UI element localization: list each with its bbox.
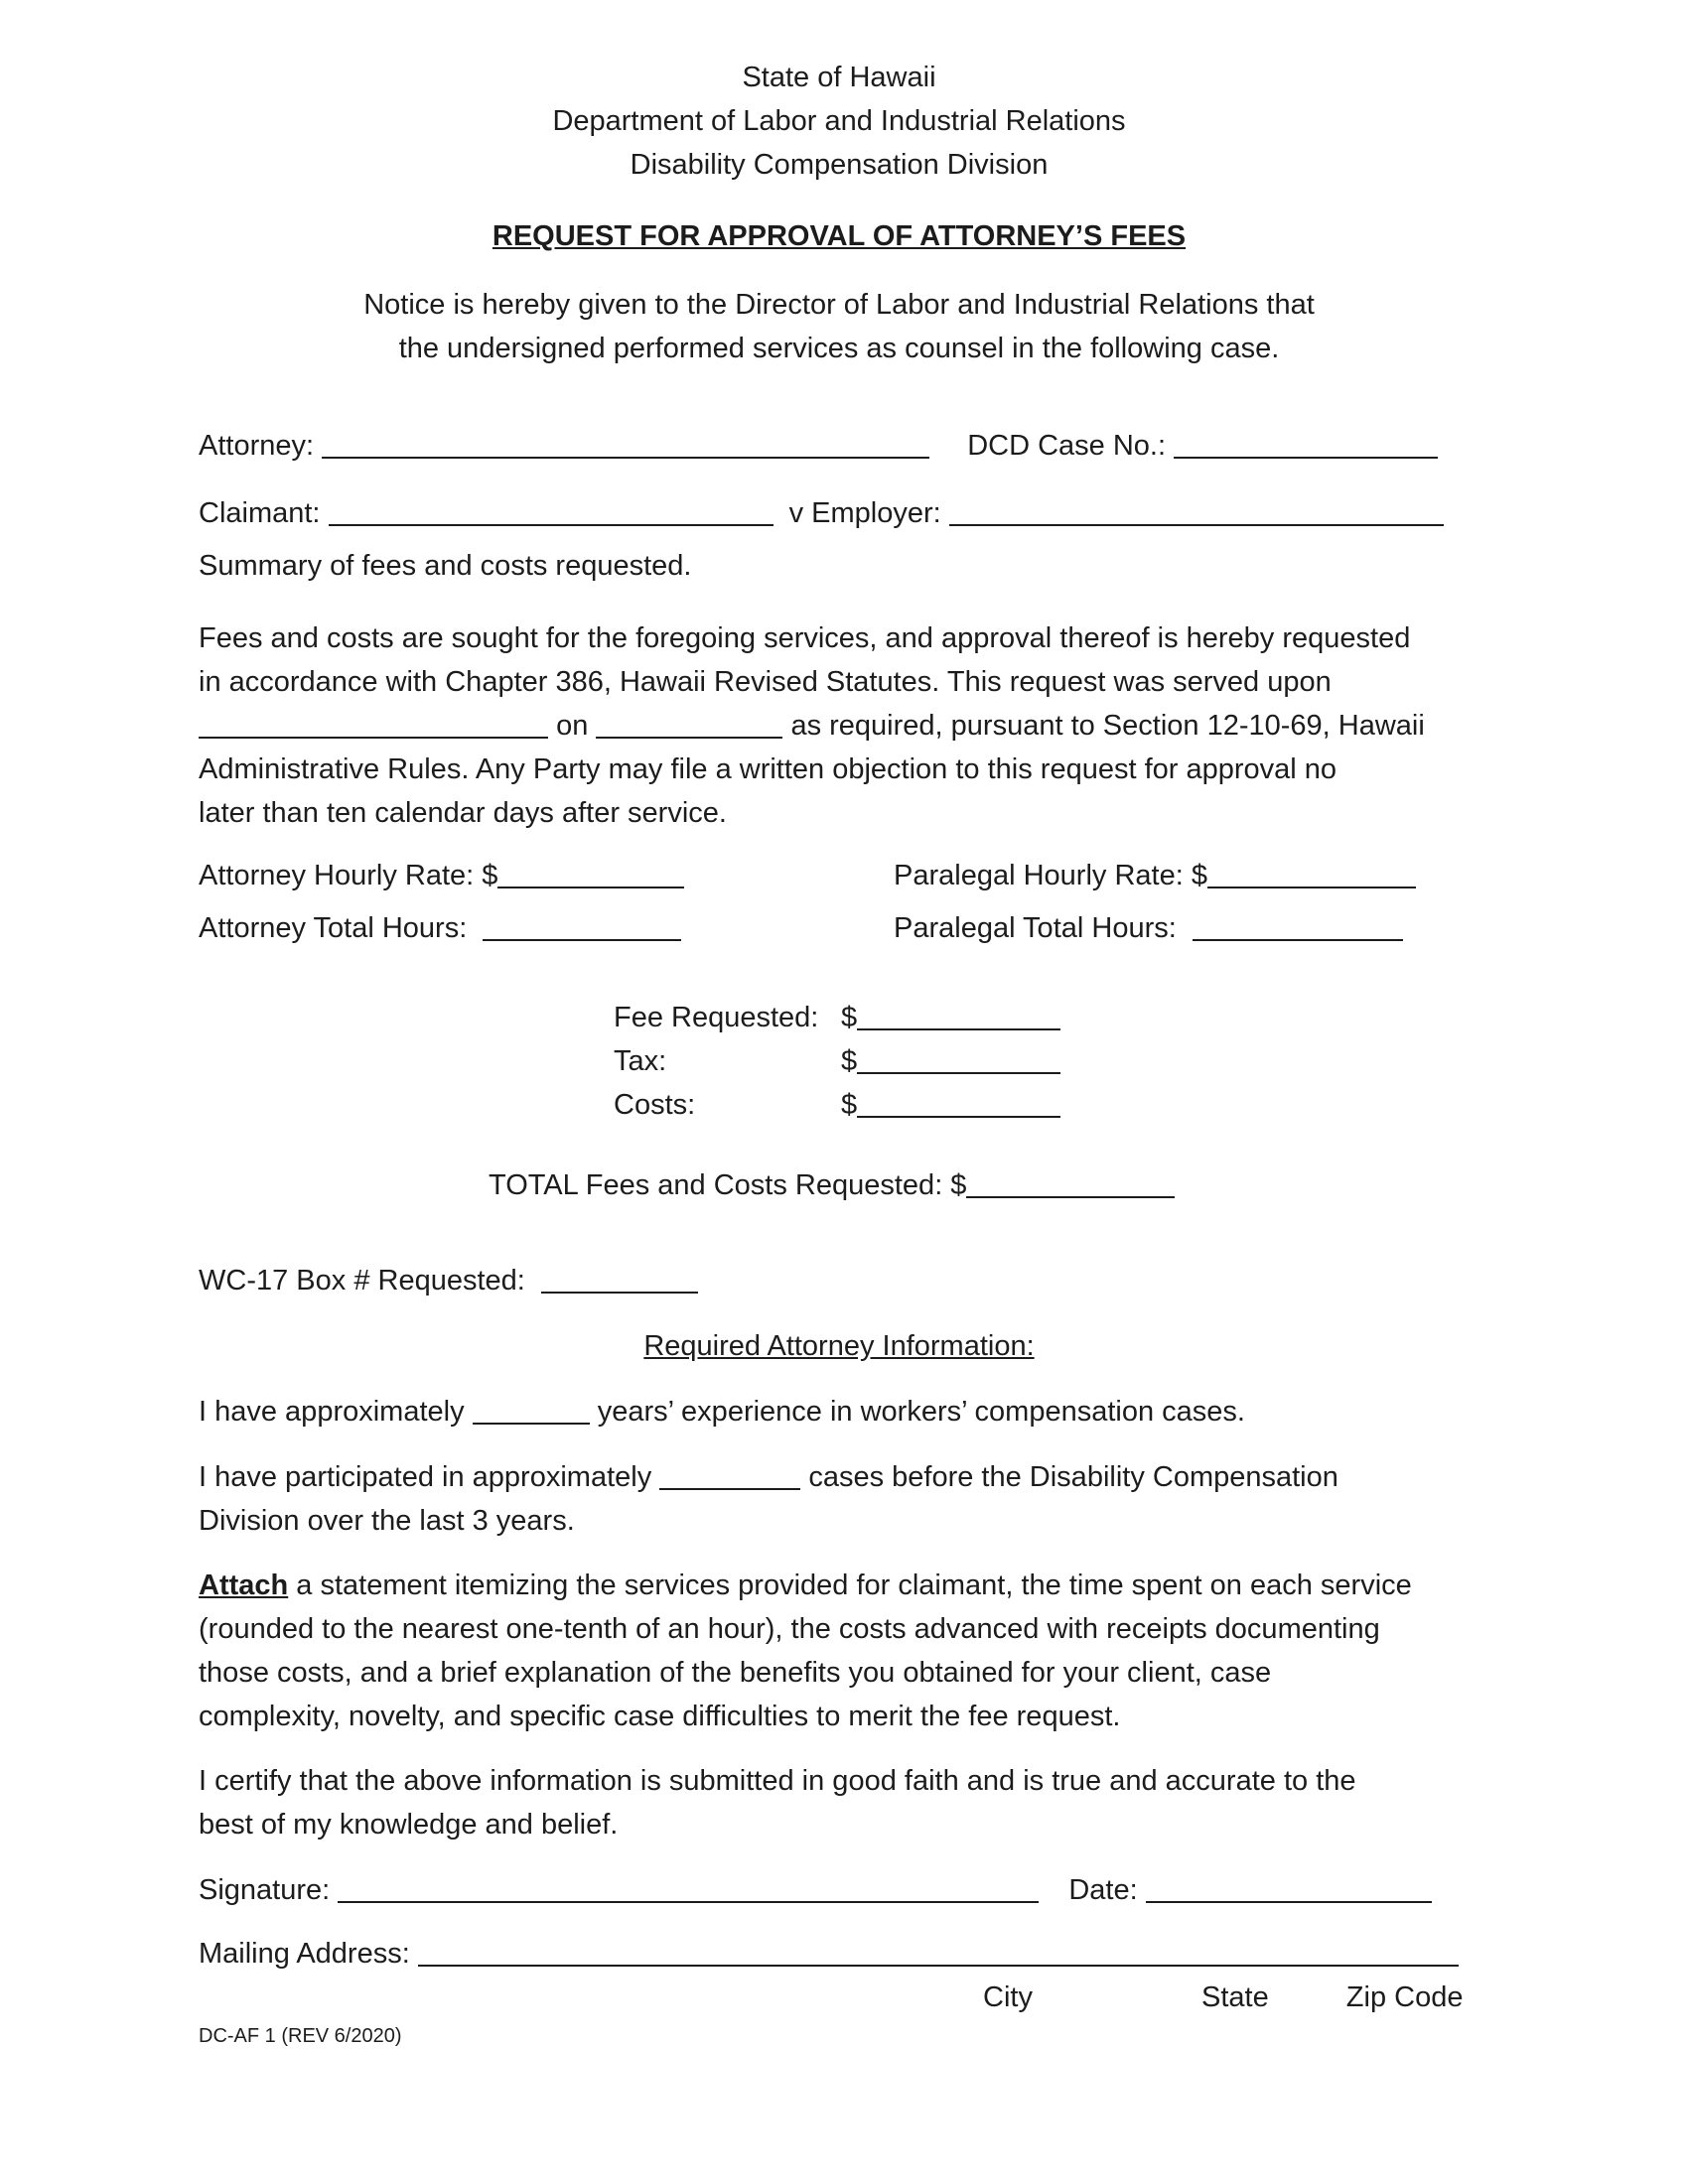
served-line-4: Administrative Rules. Any Party may file a written objection to this request for approval no (199, 753, 1337, 785)
tax-dollar-sign: $ (841, 1045, 858, 1077)
date-blank[interactable] (1146, 1871, 1432, 1903)
participated-text-before: I have participated in approximately (199, 1461, 652, 1493)
agency-state: State of Hawaii (742, 62, 936, 93)
claimant-label: Claimant: (199, 497, 321, 529)
summary-text: Summary of fees and costs requested. (199, 550, 692, 582)
paralegal-hours-label: Paralegal Total Hours: (894, 912, 1177, 944)
agency-department: Department of Labor and Industrial Relations (552, 105, 1126, 137)
employer-label: v Employer: (788, 497, 941, 529)
mailing-address-label: Mailing Address: (199, 1938, 410, 1970)
experience-text-after: years’ experience in workers’ compensation cases. (597, 1396, 1245, 1428)
served-line-2: in accordance with Chapter 386, Hawaii Revised Statutes. This request was served upon (199, 666, 1332, 698)
total-hours-row (199, 906, 1479, 950)
attorney-case-row (199, 424, 1479, 468)
attorney-hours-label: Attorney Total Hours: (199, 912, 468, 944)
certify-paragraph (199, 1759, 1479, 1846)
notice-paragraph (199, 283, 1479, 370)
hourly-rate-row (199, 854, 1479, 897)
dcd-case-blank[interactable] (1174, 427, 1438, 459)
agency-header (199, 56, 1479, 187)
attorney-hours-blank[interactable] (483, 909, 681, 941)
participated-text-after: cases before the Disability Compensation (808, 1461, 1338, 1493)
total-blank[interactable] (966, 1166, 1175, 1198)
mailing-address-blank[interactable] (418, 1935, 1459, 1967)
participated-cases-blank[interactable] (659, 1458, 800, 1490)
participated-line-1 (199, 1455, 1479, 1499)
certify-line-1: I certify that the above information is submitted in good faith and is true and accurate to the (199, 1765, 1356, 1797)
attach-line-2: (rounded to the nearest one-tenth of an hour), the costs advanced with receipts documenting (199, 1613, 1380, 1645)
costs-row (614, 1083, 1479, 1127)
attorney-name-blank[interactable] (322, 427, 929, 459)
form-title: REQUEST FOR APPROVAL OF ATTORNEY’S FEES (492, 220, 1187, 252)
address-sublabels-row (199, 1976, 1479, 2019)
wc17-row (199, 1259, 1479, 1302)
total-label: TOTAL Fees and Costs Requested: $ (489, 1169, 967, 1201)
claimant-blank[interactable] (329, 494, 774, 526)
served-paragraph (199, 616, 1479, 835)
served-date-blank[interactable] (596, 707, 782, 739)
paralegal-rate-label: Paralegal Hourly Rate: $ (894, 860, 1207, 891)
attach-word: Attach (199, 1570, 289, 1601)
served-on-text: on (556, 710, 589, 742)
required-info-heading: Required Attorney Information: (643, 1330, 1035, 1362)
served-line-3-end: as required, pursuant to Section 12-10-69, Hawaii (790, 710, 1425, 742)
attorney-label: Attorney: (199, 430, 315, 462)
tax-label: Tax: (614, 1045, 667, 1077)
experience-row (199, 1390, 1479, 1433)
costs-label: Costs: (614, 1089, 696, 1121)
dcd-case-label: DCD Case No.: (967, 430, 1167, 462)
fee-requested-label: Fee Requested: (614, 1002, 819, 1033)
signature-row (199, 1868, 1479, 1912)
experience-years-blank[interactable] (473, 1393, 590, 1425)
attach-line-3: those costs, and a brief explanation of the benefits you obtained for your client, case (199, 1657, 1272, 1689)
state-label: State (1201, 1981, 1269, 2013)
fee-requested-blank[interactable] (857, 999, 1060, 1030)
participated-line-2: Division over the last 3 years. (199, 1505, 575, 1537)
notice-line-1: Notice is hereby given to the Director of Labor and Industrial Relations that (363, 289, 1315, 321)
paralegal-rate-blank[interactable] (1207, 857, 1416, 888)
form-number-footer: DC-AF 1 (REV 6/2020) (199, 2025, 402, 2047)
experience-text-before: I have approximately (199, 1396, 465, 1428)
fee-dollar-sign: $ (841, 1002, 858, 1033)
wc17-label: WC-17 Box # Requested: (199, 1265, 525, 1297)
participated-paragraph (199, 1455, 1479, 1543)
certify-line-2: best of my knowledge and belief. (199, 1809, 619, 1841)
served-line-3 (199, 704, 1479, 748)
fee-block (614, 996, 1479, 1127)
served-line-5: later than ten calendar days after service. (199, 797, 727, 829)
employer-blank[interactable] (949, 494, 1444, 526)
fee-requested-row (614, 996, 1479, 1039)
claimant-employer-row (199, 491, 1479, 535)
mailing-address-row (199, 1932, 1479, 1976)
tax-row (614, 1039, 1479, 1083)
date-label: Date: (1068, 1874, 1138, 1906)
required-info-heading-row (199, 1324, 1479, 1368)
paralegal-hours-blank[interactable] (1193, 909, 1403, 941)
attach-line-1-rest: a statement itemizing the services provided for claimant, the time spent on each service (296, 1570, 1412, 1601)
attach-paragraph (199, 1564, 1479, 1738)
agency-division: Disability Compensation Division (630, 149, 1049, 181)
served-upon-blank[interactable] (199, 707, 548, 739)
tax-blank[interactable] (857, 1042, 1060, 1074)
served-line-1: Fees and costs are sought for the foregoing services, and approval thereof is hereby requested (199, 622, 1411, 654)
costs-blank[interactable] (857, 1086, 1060, 1118)
attach-line-1 (199, 1564, 1479, 1607)
signature-label: Signature: (199, 1874, 331, 1906)
notice-line-2: the undersigned performed services as counsel in the following case. (398, 333, 1280, 364)
signature-blank[interactable] (338, 1871, 1039, 1903)
total-row (489, 1163, 1479, 1207)
city-label: City (983, 1981, 1033, 2013)
attorney-rate-blank[interactable] (497, 857, 684, 888)
zip-label: Zip Code (1345, 1981, 1464, 2013)
wc17-blank[interactable] (541, 1262, 698, 1294)
attorney-rate-label: Attorney Hourly Rate: $ (199, 860, 498, 891)
attach-line-4: complexity, novelty, and specific case difficulties to merit the fee request. (199, 1701, 1121, 1732)
costs-dollar-sign: $ (841, 1089, 858, 1121)
